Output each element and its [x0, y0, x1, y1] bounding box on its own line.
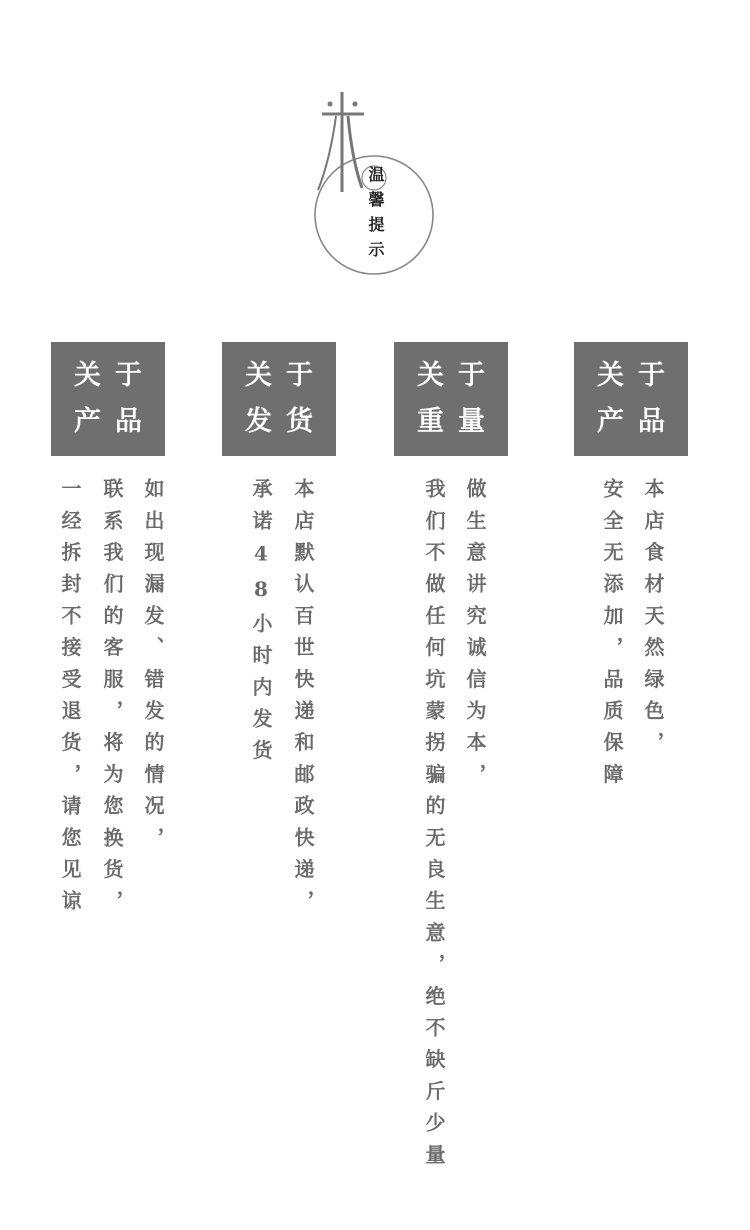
- product-note-col-3: 一经拆封不接受退货，请您见谅: [58, 478, 82, 922]
- section-heading-product: [51, 342, 165, 456]
- section-heading-shipping: [222, 342, 336, 456]
- product-note-col-2: 联系我们的客服，将为您换货，: [100, 478, 124, 922]
- heading-line: 关于: [74, 360, 156, 391]
- heading-line: 产品: [597, 406, 679, 437]
- heading-line: 关于: [597, 360, 679, 391]
- shipping-note-col-1: 本店默认百世快递和邮政快递，: [291, 478, 315, 922]
- weight-note-col-1: 做生意讲究诚信为本，: [463, 478, 487, 795]
- warm-tips-title: 温馨提示: [366, 166, 385, 266]
- weight-note-col-2: 我们不做任何坑蒙拐骗的无良生意，绝不缺斤少量: [422, 478, 446, 1176]
- heading-line: 发货: [245, 406, 327, 437]
- section-heading-product-2: [574, 342, 688, 456]
- heading-line: 关于: [417, 360, 499, 391]
- heading-line: 重量: [417, 406, 499, 437]
- product-note-col-1: 如出现漏发、错发的情况，: [141, 478, 165, 859]
- section-heading-weight: [394, 342, 508, 456]
- shipping-note-col-2: 承诺48小时内发货: [249, 478, 273, 772]
- heading-line: 关于: [245, 360, 327, 391]
- ingredient-note-col-2: 安全无添加，品质保障: [600, 478, 624, 795]
- ingredient-note-col-1: 本店食材天然绿色，: [641, 478, 665, 764]
- heading-line: 产品: [74, 406, 156, 437]
